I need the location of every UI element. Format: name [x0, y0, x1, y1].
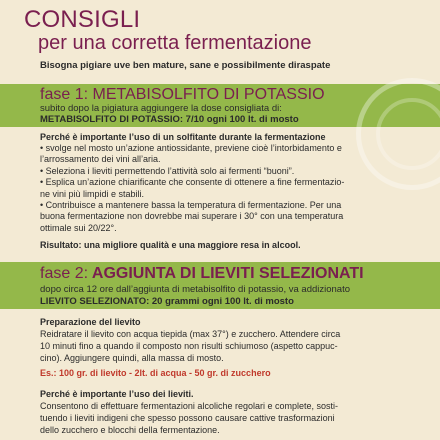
phase2-instruction: dopo circa 12 ore dall’aggiunta di metabisolfito di potassio, va addizionato: [40, 284, 351, 295]
prep-line: Reidratare il lievito con acqua tiepida (max 37°) e zucchero. Attendere circa: [40, 329, 341, 339]
phase2-title: [40, 265, 364, 283]
phase1-bullet-line: • svolge nel mosto un’azione antiossidante, previene cioè l’intorbidamento e: [40, 143, 342, 153]
why-line: dello zucchero e blocchi della fermentazione.: [40, 425, 220, 435]
phase2-title-rest: AGGIUNTA DI LIEVITI SELEZIONATI: [91, 265, 364, 282]
phase1-bullet-line: • Esplica un’azione chiarificante che consente di ottenere a fine fermentazio-: [40, 177, 345, 187]
phase1-title-prefix: fase 1:: [40, 86, 89, 103]
phase1-bullet-line: buona fermentazione non dovrebbe mai superare i 30° con una temperatura: [40, 211, 344, 221]
why-heading: Perché è importante l’uso dei lieviti.: [40, 389, 194, 399]
phase1-result-text: una migliore qualità e una maggiore resa in alcool.: [84, 240, 301, 250]
why-line: tuendo i lieviti indigeni che spesso possono causare cattive trasformazioni: [40, 413, 335, 423]
example-recipe: Es.: 100 gr. di lievito - 2lt. di acqua - 50 gr. di zucchero: [40, 368, 271, 378]
phase1-bullet-line: l’arrossamento dei vini all’aria.: [40, 154, 161, 164]
prep-heading: Preparazione del lievito: [40, 317, 141, 327]
phase1-question: Perché è importante l’uso di un solfitante durante la fermentazione: [40, 132, 326, 142]
phase1-bullet-line: ottimale sui 20/22°.: [40, 223, 117, 233]
phase1-result: [40, 240, 430, 251]
why-line: Consentono di effettuare fermentazioni alcoliche regolari e complete, sosti-: [40, 401, 338, 411]
phase1-bullet-line: • Contribuisce a mantenere bassa la temperatura di fermentazione. Per una: [40, 200, 342, 210]
intro-text: Bisogna pigiare uve ben mature, sane e possibilmente diraspate: [40, 60, 331, 71]
page-subtitle: per una corretta fermentazione: [38, 32, 312, 54]
phase1-title-rest: METABISOLFITO DI POTASSIO: [92, 86, 325, 103]
phase1-instruction: subito dopo la pigiatura aggiungere la dose consigliata di:: [40, 103, 282, 114]
phase1-result-label: Risultato:: [40, 240, 82, 250]
phase2-title-prefix: fase 2:: [40, 265, 89, 282]
phase1-dose: METABISOLFITO DI POTASSIO: 7/10 ogni 100 lt. di mosto: [40, 114, 299, 125]
phase1-title: [40, 86, 325, 104]
prep-line: 10 minuti fino a quando il composto non risulti schiumoso (aspetto cappuc-: [40, 341, 338, 351]
page-title: CONSIGLI: [24, 6, 141, 33]
prep-line: cino). Aggiungere quindi, alla massa di mosto.: [40, 353, 224, 363]
phase1-bullet-line: • Seleziona i lieviti permettendo l’attività solo ai fermenti “buoni”.: [40, 166, 295, 176]
phase1-bullet-line: ne vini più limpidi e stabili.: [40, 189, 145, 199]
phase2-dose: LIEVITO SELEZIONATO: 20 grammi ogni 100 lt. di mosto: [40, 296, 294, 307]
